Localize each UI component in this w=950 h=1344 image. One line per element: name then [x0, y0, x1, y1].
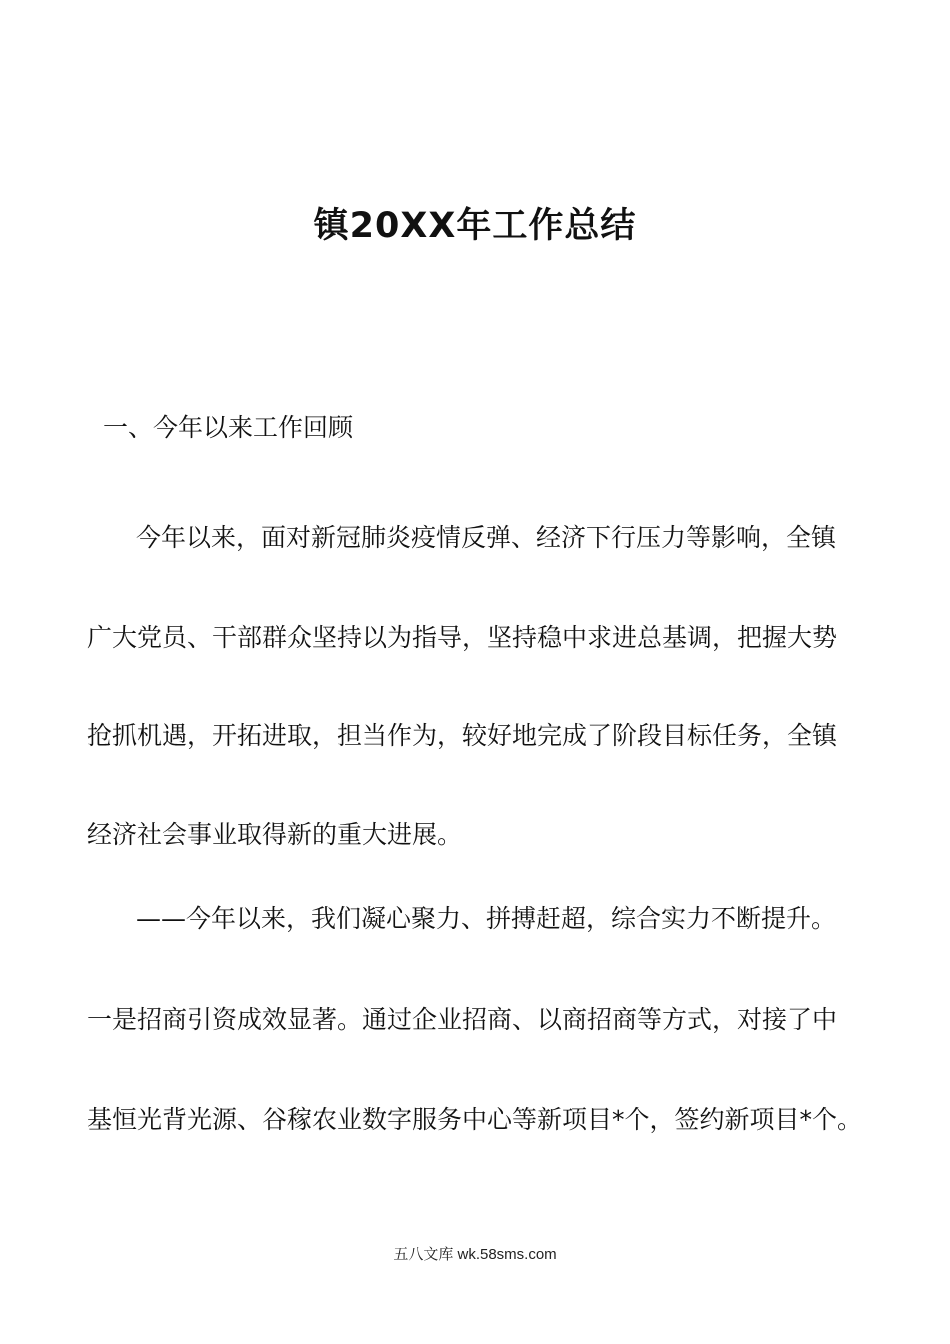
footer-watermark: 五八文库 wk.58sms.com — [393, 1246, 557, 1263]
body-line-3: 抢抓机遇，开拓进取，担当作为，较好地完成了阶段目标任务，全镇 — [87, 721, 838, 750]
body-line-4: 经济社会事业取得新的重大进展。 — [87, 820, 463, 849]
body-line-2: 广大党员、干部群众坚持以为指导，坚持稳中求进总基调，把握大势 — [87, 623, 838, 652]
body-line-6: 一是招商引资成效显著。通过企业招商、以商招商等方式，对接了中 — [87, 1005, 838, 1034]
document-title: 镇20XX年工作总结 — [313, 206, 637, 246]
section-heading: 一、今年以来工作回顾 — [103, 413, 354, 442]
body-line-7: 基恒光背光源、谷稼农业数字服务中心等新项目*个，签约新项目*个。 — [87, 1105, 863, 1134]
body-line-1: 今年以来，面对新冠肺炎疫情反弹、经济下行压力等影响，全镇 — [136, 523, 837, 552]
body-line-5: ——今年以来，我们凝心聚力、拼搏赶超，综合实力不断提升。 — [136, 904, 837, 933]
